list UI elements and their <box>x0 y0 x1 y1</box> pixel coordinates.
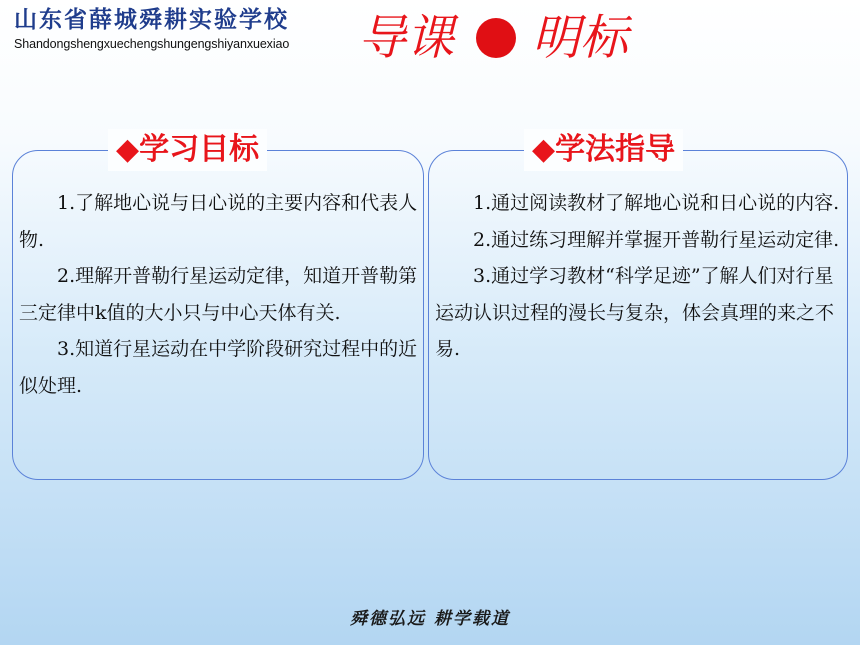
title-right: 明标 <box>532 10 629 66</box>
guidance-item: 1.通过阅读教材了解地心说和日心说的内容. <box>473 192 840 214</box>
study-guidance-heading: ◆学法指导 <box>524 129 683 171</box>
objective-item: 1.了解地心说与日心说的主要内容和代表人物. <box>19 192 418 251</box>
slide-title <box>358 6 628 70</box>
title-left: 导课 <box>358 10 455 66</box>
learning-objectives-heading: ◆学习目标 <box>108 129 267 171</box>
guidance-item: 2.通过练习理解并掌握开普勒行星运动定律. <box>473 228 840 251</box>
learning-objectives-body <box>19 185 419 404</box>
learning-objectives-panel <box>12 132 424 480</box>
study-guidance-body <box>435 185 843 368</box>
study-guidance-panel <box>428 132 848 480</box>
bullet-dot-icon <box>476 18 516 58</box>
school-name-en: Shandongshengxuechengshungengshiyanxuexiao <box>14 37 290 51</box>
guidance-item: 3.通过学习教材“科学足迹”了解人们对行星运动认识过程的漫长与复杂，体会真理的来之不易. <box>435 265 835 360</box>
objective-item: 2.理解开普勒行星运动定律，知道开普勒第三定律中k值的大小只与中心天体有关. <box>19 265 418 324</box>
school-motto: 舜德弘远 耕学载道 <box>350 609 510 629</box>
objective-item: 3.知道行星运动在中学阶段研究过程中的近似处理. <box>19 338 418 397</box>
school-logo <box>14 6 289 52</box>
school-name-cn: 山东省薛城舜耕实验学校 <box>14 7 289 33</box>
